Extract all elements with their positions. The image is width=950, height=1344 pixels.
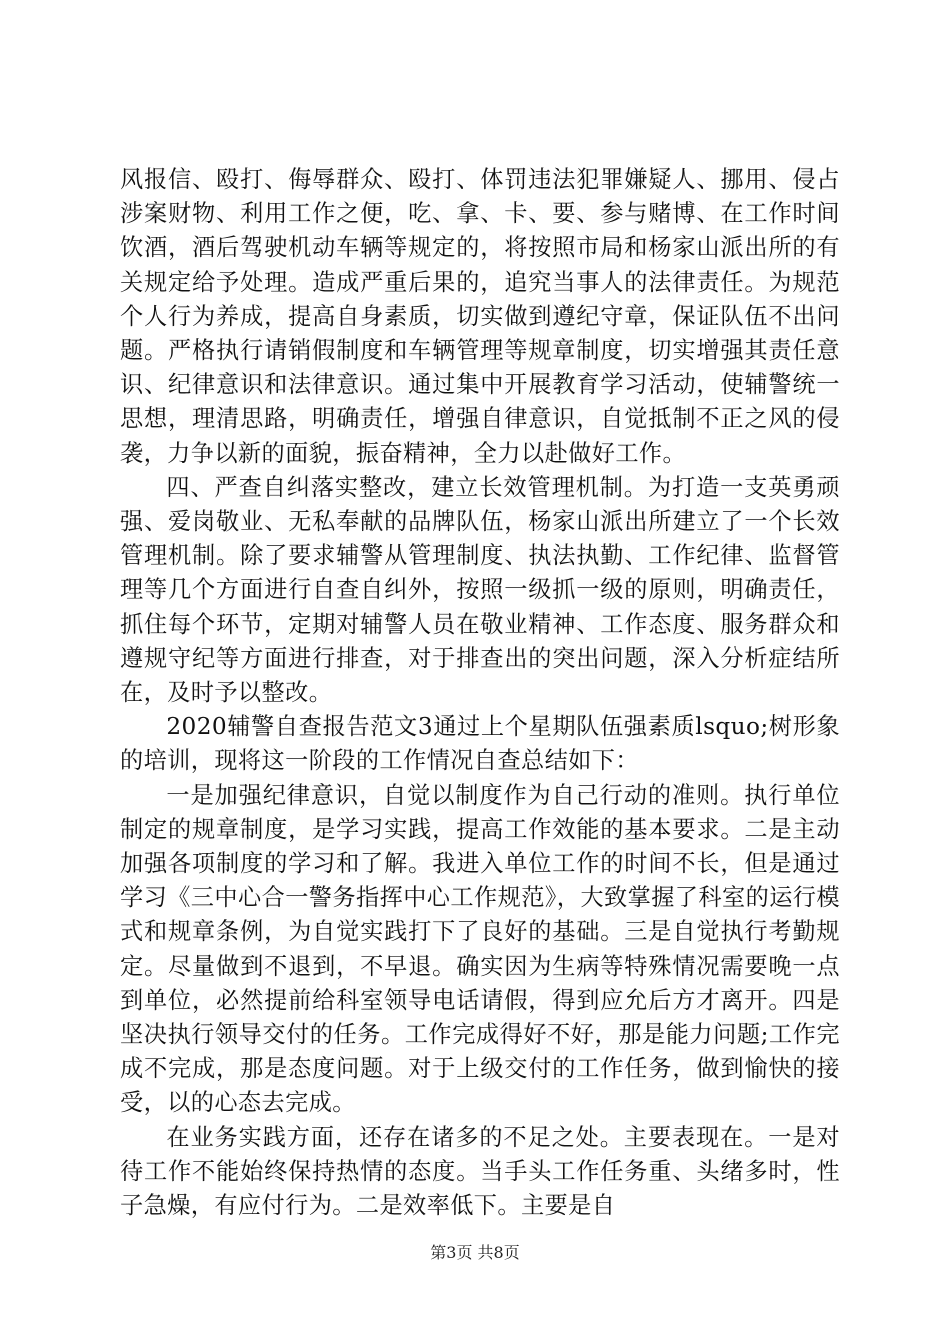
- page-number-footer: 第3页 共8页: [430, 1243, 520, 1262]
- paragraph-section-four: 四、严查自纠落实整改，建立长效管理机制。为打造一支英勇顽强、爱岗敬业、无私奉献的品牌队伍，杨家山派出所建立了一个长效管理机制。除了要求辅警从管理制度、执法执勤、工作纪律、监督管理等几个方面进行自查自纠外，按照一级抓一级的原则，明确责任，抓住每个环节，定期对辅警人员在敬业精神、工作态度、服务群众和遵规守纪等方面进行排查，对于排查出的突出问题，深入分析症结所在，及时予以整改。: [120, 473, 840, 707]
- paragraph-shortcomings: 在业务实践方面，还存在诸多的不足之处。主要表现在。一是对待工作不能始终保持热情的态度。当手头工作任务重、头绪多时，性子急燥，有应付行为。二是效率低下。主要是自: [120, 1123, 840, 1220]
- paragraph-continuation: 风报信、殴打、侮辱群众、殴打、体罚违法犯罪嫌疑人、挪用、侵占涉案财物、利用工作之便，吃、拿、卡、要、参与赌博、在工作时间饮酒，酒后驾驶机动车辆等规定的，将按照市局和杨家山派出所的有关规定给予处理。造成严重后果的，追究当事人的法律责任。为规范个人行为养成，提高自身素质，切实做到遵纪守章，保证队伍不出问题。严格执行请销假制度和车辆管理等规章制度，切实增强其责任意识、纪律意识和法律意识。通过集中开展教育学习活动，使辅警统一思想，理清思路，明确责任，增强自律意识，自觉抵制不正之风的侵袭，力争以新的面貌，振奋精神，全力以赴做好工作。: [120, 166, 840, 467]
- paragraph-report-intro: 2020辅警自查报告范文3通过上个星期队伍强素质lsquo;树形象的培训，现将这一阶段的工作情况自查总结如下：: [120, 713, 840, 775]
- paragraph-discipline: 一是加强纪律意识，自觉以制度作为自己行动的准则。执行单位制定的规章制度，是学习实践，提高工作效能的基本要求。二是主动加强各项制度的学习和了解。我进入单位工作的时间不长，但是通过学习《三中心合一警务指挥中心工作规范》，大致掌握了科室的运行模式和规章条例，为自觉实践打下了良好的基础。三是自觉执行考勤规定。尽量做到不退到，不早退。确实因为生病等特殊情况需要晚一点到单位，必然提前给科室领导电话请假，得到应允后方才离开。四是坚决执行领导交付的任务。工作完成得好不好，那是能力问题;工作完成不完成，那是态度问题。对于上级交付的工作任务，做到愉快的接受，以的心态去完成。: [120, 781, 840, 1117]
- document-body: [120, 163, 840, 1223]
